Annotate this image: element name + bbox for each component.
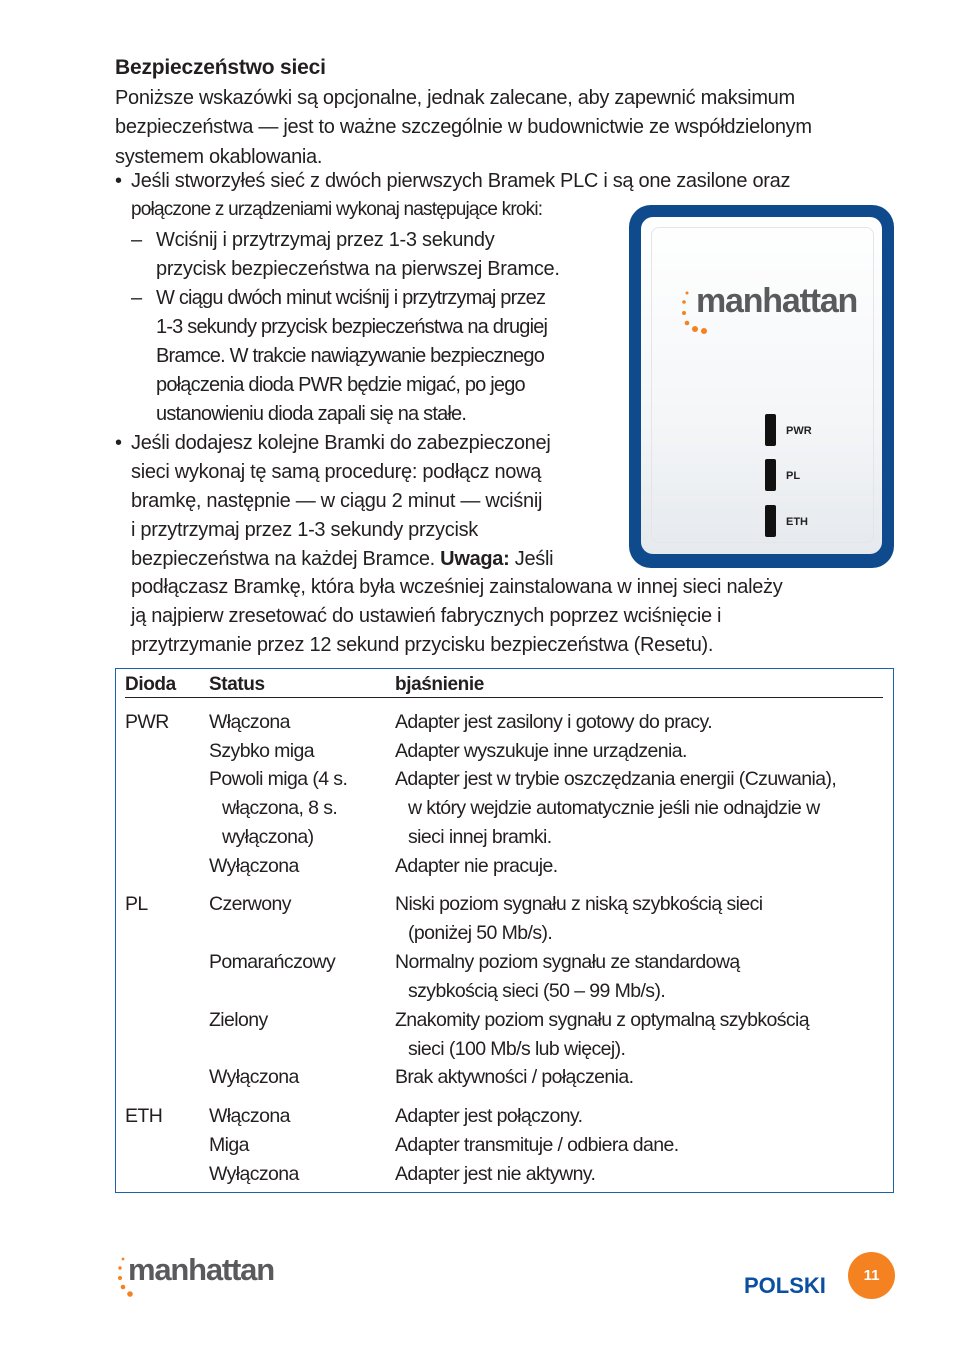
- led-status: Włączona: [209, 1105, 290, 1127]
- pwr-led-indicator: [765, 414, 776, 446]
- powerline-adapter-photo: [629, 205, 894, 568]
- device-brand-logo: manhattan: [696, 282, 858, 320]
- led-status: Zielony: [209, 1009, 268, 1031]
- substep2-line: Bramce. W trakcie nawiązywanie bezpiecznego: [156, 345, 545, 367]
- bullet1-line: Jeśli stworzyłeś sieć z dwóch pierwszych Bramek PLC i są one zasilone oraz: [131, 170, 791, 192]
- table-header-status: Status: [209, 674, 265, 695]
- led-description: Normalny poziom sygnału ze standardową: [395, 951, 740, 973]
- substep2-line: 1-3 sekundy przycisk bezpieczeństwa na drugiej: [156, 316, 548, 338]
- note-label: Uwaga:: [440, 548, 510, 570]
- bullet2-text: Jeśli: [514, 548, 554, 570]
- adapter-panel: [651, 227, 874, 543]
- led-description: Adapter jest w trybie oszczędzania energii (Czuwania),: [395, 768, 837, 790]
- led-status: Miga: [209, 1134, 249, 1156]
- bullet1-line: połączone z urządzeniami wykonaj następujące kroki:: [131, 199, 543, 220]
- intro-paragraph: Poniższe wskazówki są opcjonalne, jednak zalecane, aby zapewnić maksimum bezpieczeństwa — jest to ważne szczególnie w budownictwie ze współdzielonym systemem okablowania.: [115, 87, 812, 168]
- led-status: Wyłączona: [209, 855, 299, 877]
- bullet2-line: [131, 548, 553, 571]
- substep1-line: Wciśnij i przytrzymaj przez 1-3 sekundy: [156, 229, 495, 251]
- eth-led-indicator: [765, 505, 776, 537]
- bullet2-line: i przytrzymaj przez 1-3 sekundy przycisk: [131, 519, 478, 541]
- led-status: Włączona: [209, 711, 290, 733]
- led-status: Czerwony: [209, 893, 291, 915]
- led-description: Adapter jest połączony.: [395, 1105, 583, 1127]
- substep1-line: przycisk bezpieczeństwa na pierwszej Bramce.: [156, 258, 560, 280]
- table-header-rule: [125, 697, 883, 698]
- led-name: PL: [125, 893, 148, 915]
- led-name: ETH: [125, 1105, 163, 1127]
- led-status: włączona, 8 s.: [222, 797, 338, 819]
- pl-led-indicator: [765, 459, 776, 491]
- bullet2-line: sieci wykonaj tę samą procedurę: podłącz nową: [131, 461, 542, 483]
- led-description: w który wejdzie automatycznie jeśli nie odnajdzie w: [408, 797, 820, 819]
- led-description: Adapter transmituje / odbiera dane.: [395, 1134, 679, 1156]
- page-number-badge: [848, 1252, 895, 1299]
- led-description: Brak aktywności / połączenia.: [395, 1066, 634, 1088]
- table-header-description: bjaśnienie: [395, 674, 484, 695]
- led-name: PWR: [125, 711, 169, 733]
- led-description: Adapter nie pracuje.: [395, 855, 558, 877]
- substep2-line: W ciągu dwóch minut wciśnij i przytrzymaj przez: [156, 287, 546, 309]
- dash-marker: –: [131, 287, 143, 309]
- dash-marker: –: [131, 229, 143, 251]
- substep2-line: połączenia dioda PWR będzie migać, po jego: [156, 374, 525, 396]
- led-status: Wyłączona: [209, 1066, 299, 1088]
- led-description: Adapter jest nie aktywny.: [395, 1163, 596, 1185]
- pl-led-label: PL: [786, 470, 801, 482]
- led-description: sieci (100 Mb/s lub więcej).: [408, 1038, 626, 1060]
- led-description: Adapter wyszukuje inne urządzenia.: [395, 740, 687, 762]
- led-status: Pomarańczowy: [209, 951, 336, 973]
- section-heading: Bezpieczeństwo sieci: [115, 56, 326, 79]
- led-status: Wyłączona: [209, 1163, 299, 1185]
- footer-brand-text: manhattan: [128, 1252, 274, 1287]
- bullet2-line: ją najpierw zresetować do ustawień fabrycznych poprzez wciśnięcie i: [131, 605, 722, 627]
- bullet2-line: bramkę, następnie — w ciągu 2 minut — wciśnij: [131, 490, 543, 512]
- led-status: Szybko miga: [209, 740, 315, 762]
- table-header-led: Dioda: [125, 674, 176, 695]
- bullet2-line: przytrzymanie przez 12 sekund przycisku bezpieczeństwa (Resetu).: [131, 634, 714, 656]
- led-description: Adapter jest zasilony i gotowy do pracy.: [395, 711, 713, 733]
- language-label: POLSKI: [744, 1273, 826, 1298]
- eth-led-label: ETH: [786, 516, 808, 528]
- led-description: Niski poziom sygnału z niską szybkością sieci: [395, 893, 763, 915]
- bullet2-text: bezpieczeństwa na każdej Bramce.: [131, 548, 435, 570]
- led-description: szybkością sieci (50 – 99 Mb/s).: [408, 980, 666, 1002]
- bullet2-line: Jeśli dodajesz kolejne Bramki do zabezpieczonej: [131, 432, 551, 454]
- substep2-line: ustanowieniu dioda zapali się na stałe.: [156, 403, 467, 425]
- bullet-dot: •: [115, 432, 123, 454]
- led-description: Znakomity poziom sygnału z optymalną szybkością: [395, 1009, 809, 1031]
- led-description: sieci innej bramki.: [408, 826, 552, 848]
- page-number: 11: [863, 1267, 880, 1284]
- led-status: Powoli miga (4 s.: [209, 768, 348, 790]
- bullet2-line: podłączasz Bramkę, która była wcześniej zainstalowana w innej sieci należy: [131, 576, 783, 598]
- pwr-led-label: PWR: [786, 425, 812, 437]
- bullet-dot: •: [115, 170, 123, 192]
- led-description: (poniżej 50 Mb/s).: [408, 922, 553, 944]
- led-status: wyłączona): [222, 826, 314, 848]
- adapter-body: [641, 217, 882, 554]
